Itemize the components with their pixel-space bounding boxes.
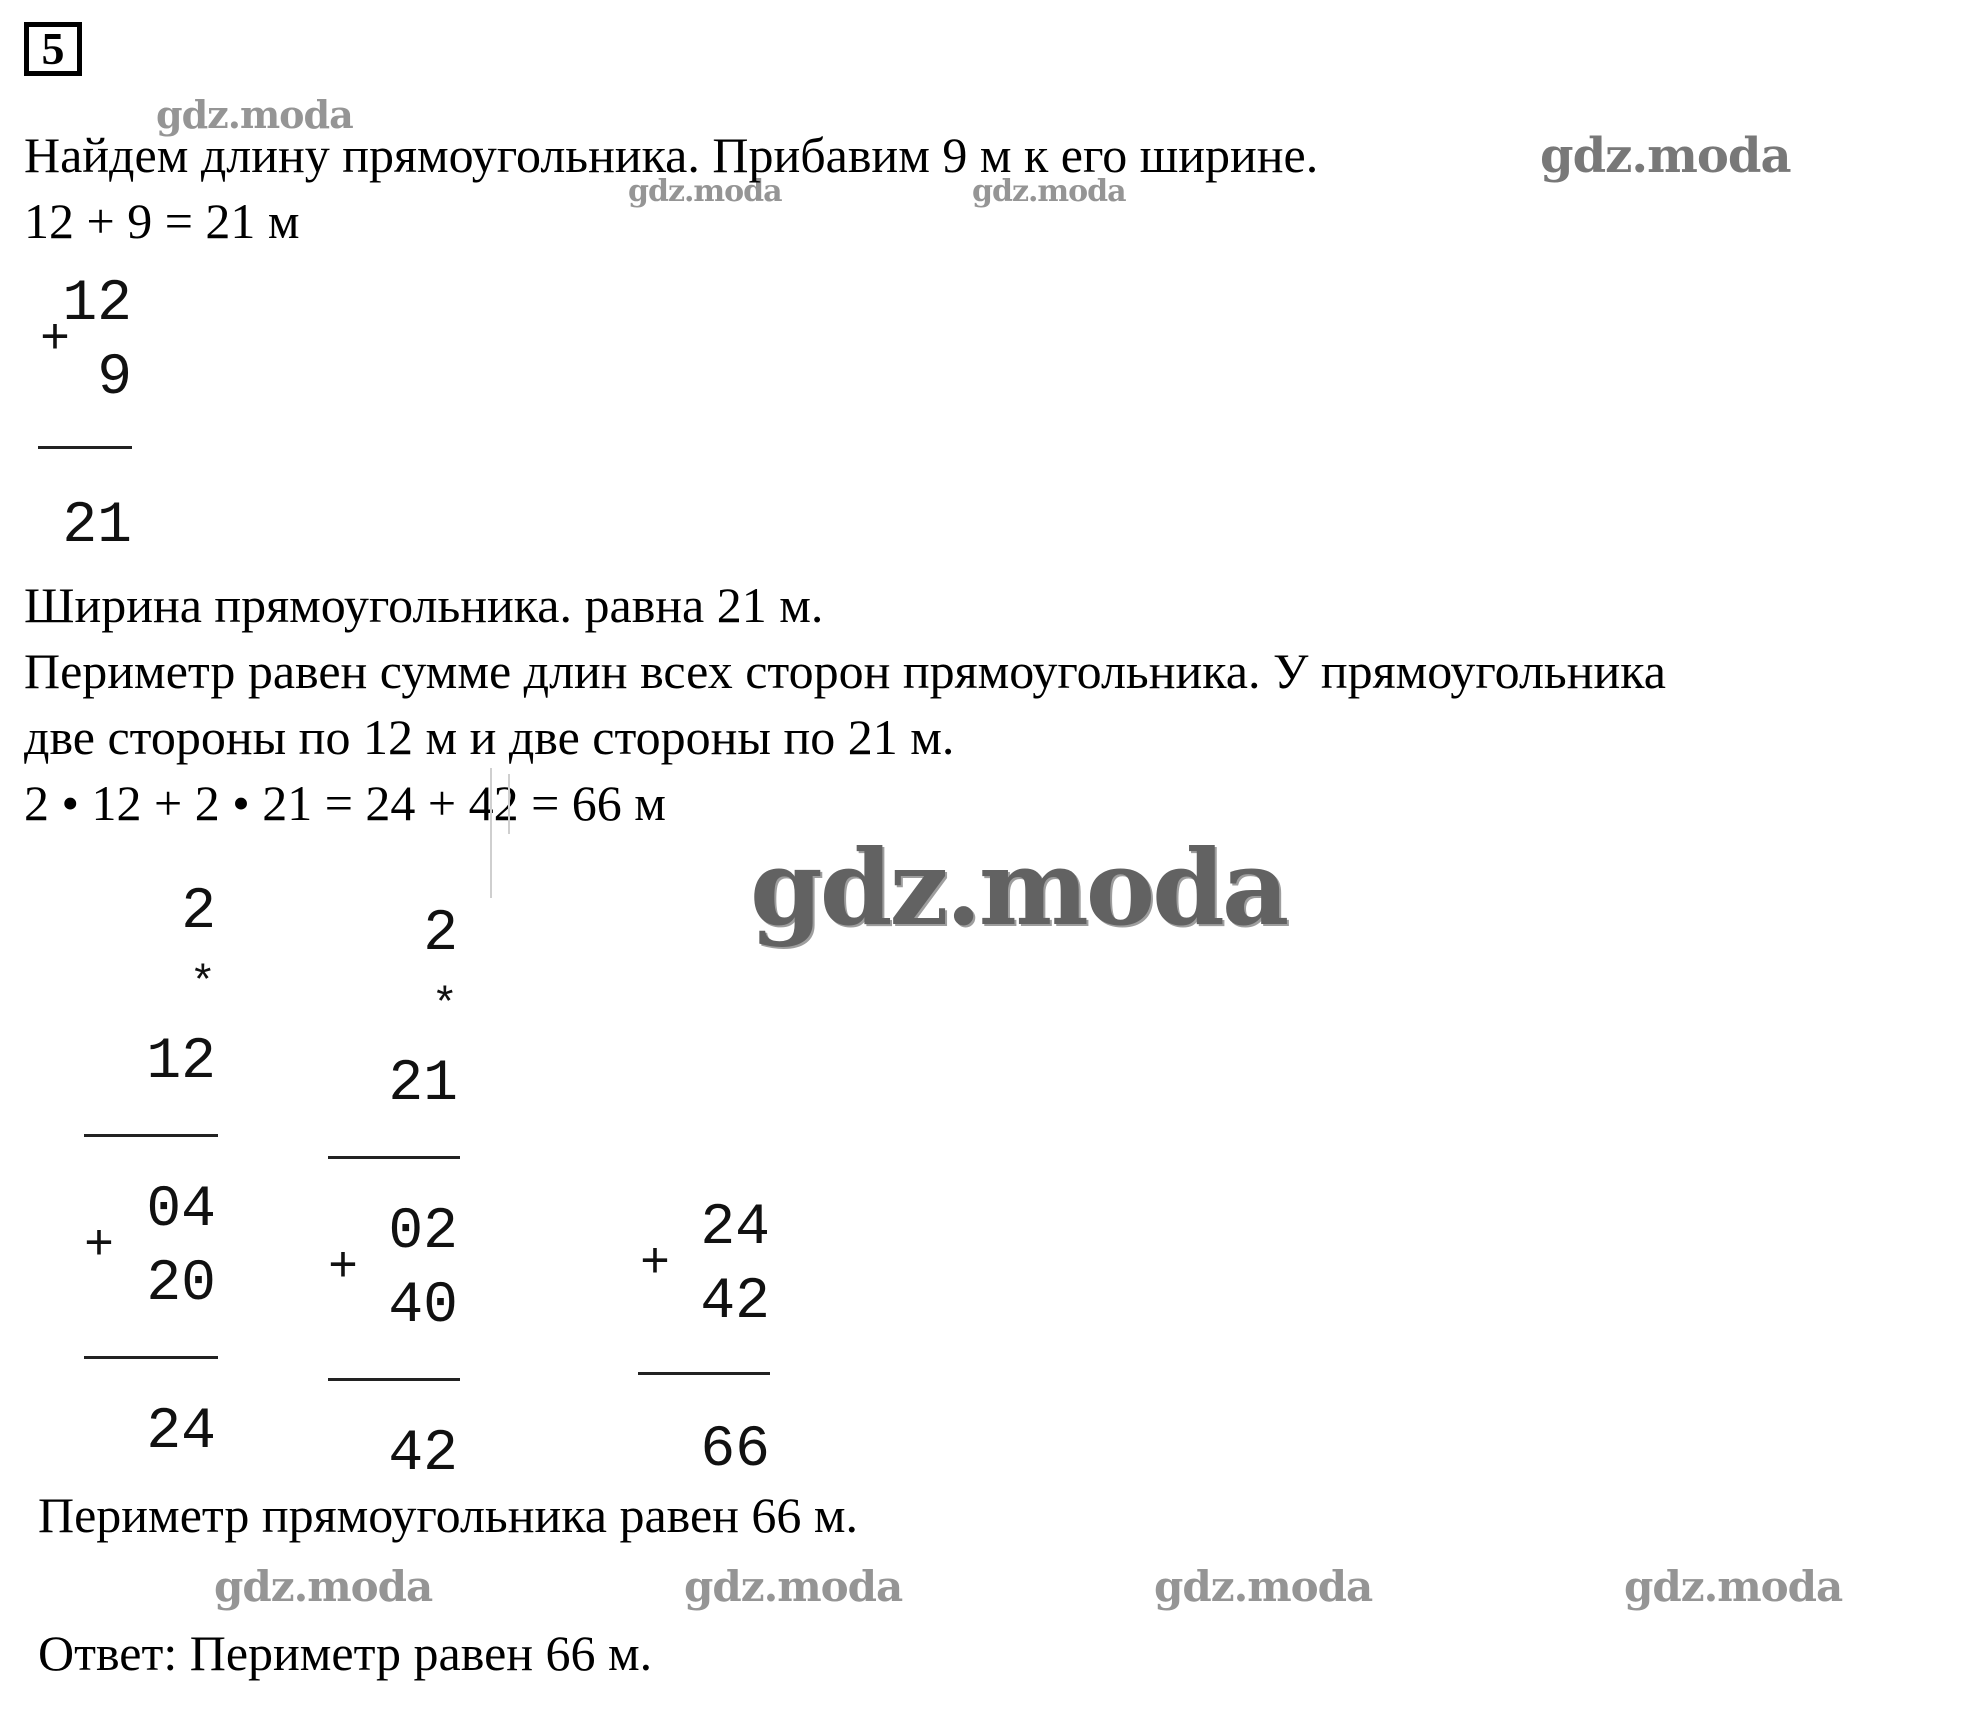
text-line-2: 12 + 9 = 21 м <box>24 193 300 249</box>
calc3-plus: + <box>328 1240 359 1297</box>
calc1-underline <box>38 446 132 449</box>
watermark-logo: gdz.moda <box>628 174 782 209</box>
calc2-p1: 04 <box>146 1178 216 1243</box>
calc3-result: 42 <box>388 1422 458 1487</box>
task-number-box: 5 <box>24 22 82 76</box>
watermark-logo: gdz.moda <box>1624 1562 1843 1611</box>
calc1-plus: + <box>40 312 71 369</box>
calc4-a: 24 <box>700 1196 770 1261</box>
text-line-5: две стороны по 12 м и две стороны по 21 м. <box>24 709 955 765</box>
calc3-underline-2 <box>328 1378 460 1381</box>
calc3-underline-1 <box>328 1156 460 1159</box>
text-line-4: Периметр равен сумме длин всех сторон прямоугольника. У прямоугольника <box>24 643 1666 699</box>
calc3-p2: 40 <box>388 1274 458 1339</box>
watermark-logo-large: gdz.moda <box>750 826 1287 949</box>
calc2-op: * <box>189 959 216 1009</box>
calc4-result: 66 <box>700 1418 770 1483</box>
calc1-a: 12 <box>62 272 132 337</box>
calc2-result: 24 <box>146 1400 216 1465</box>
watermark-logo: gdz.moda <box>684 1562 903 1611</box>
calc1-result: 21 <box>62 494 132 559</box>
text-line-3: Ширина прямоугольника. равна 21 м. <box>24 577 824 633</box>
watermark-logo: gdz.moda <box>1540 128 1791 184</box>
text-line-6: 2 • 12 + 2 • 21 = 24 + 42 = 66 м <box>24 775 666 831</box>
calc4-b: 42 <box>700 1270 770 1335</box>
watermark-logo: gdz.moda <box>1154 1562 1373 1611</box>
calc2-plus: + <box>84 1218 115 1275</box>
scan-artifact <box>490 768 492 898</box>
calc2-a: 2 <box>181 880 216 945</box>
calc2-p2: 20 <box>146 1252 216 1317</box>
watermark-logo: gdz.moda <box>972 174 1126 209</box>
scan-artifact <box>508 774 510 834</box>
calc3-p1: 02 <box>388 1200 458 1265</box>
calc2-underline-2 <box>84 1356 218 1359</box>
text-line-1: Найдем длину прямоугольника. Прибавим 9 м к его ширине. <box>24 127 1319 183</box>
calc3-op: * <box>431 981 458 1031</box>
calc2-underline-1 <box>84 1134 218 1137</box>
answer-line: Ответ: Периметр равен 66 м. <box>38 1625 653 1681</box>
watermark-logo: gdz.moda <box>156 92 353 137</box>
calc2-b: 12 <box>146 1030 216 1095</box>
text-line-7: Периметр прямоугольника равен 66 м. <box>38 1487 859 1543</box>
calc3-b: 21 <box>388 1052 458 1117</box>
calc3-a: 2 <box>423 902 458 967</box>
calc1-b: 9 <box>97 346 132 411</box>
watermark-logo: gdz.moda <box>214 1562 433 1611</box>
calc4-plus: + <box>640 1236 671 1293</box>
calc4-underline <box>638 1372 770 1375</box>
